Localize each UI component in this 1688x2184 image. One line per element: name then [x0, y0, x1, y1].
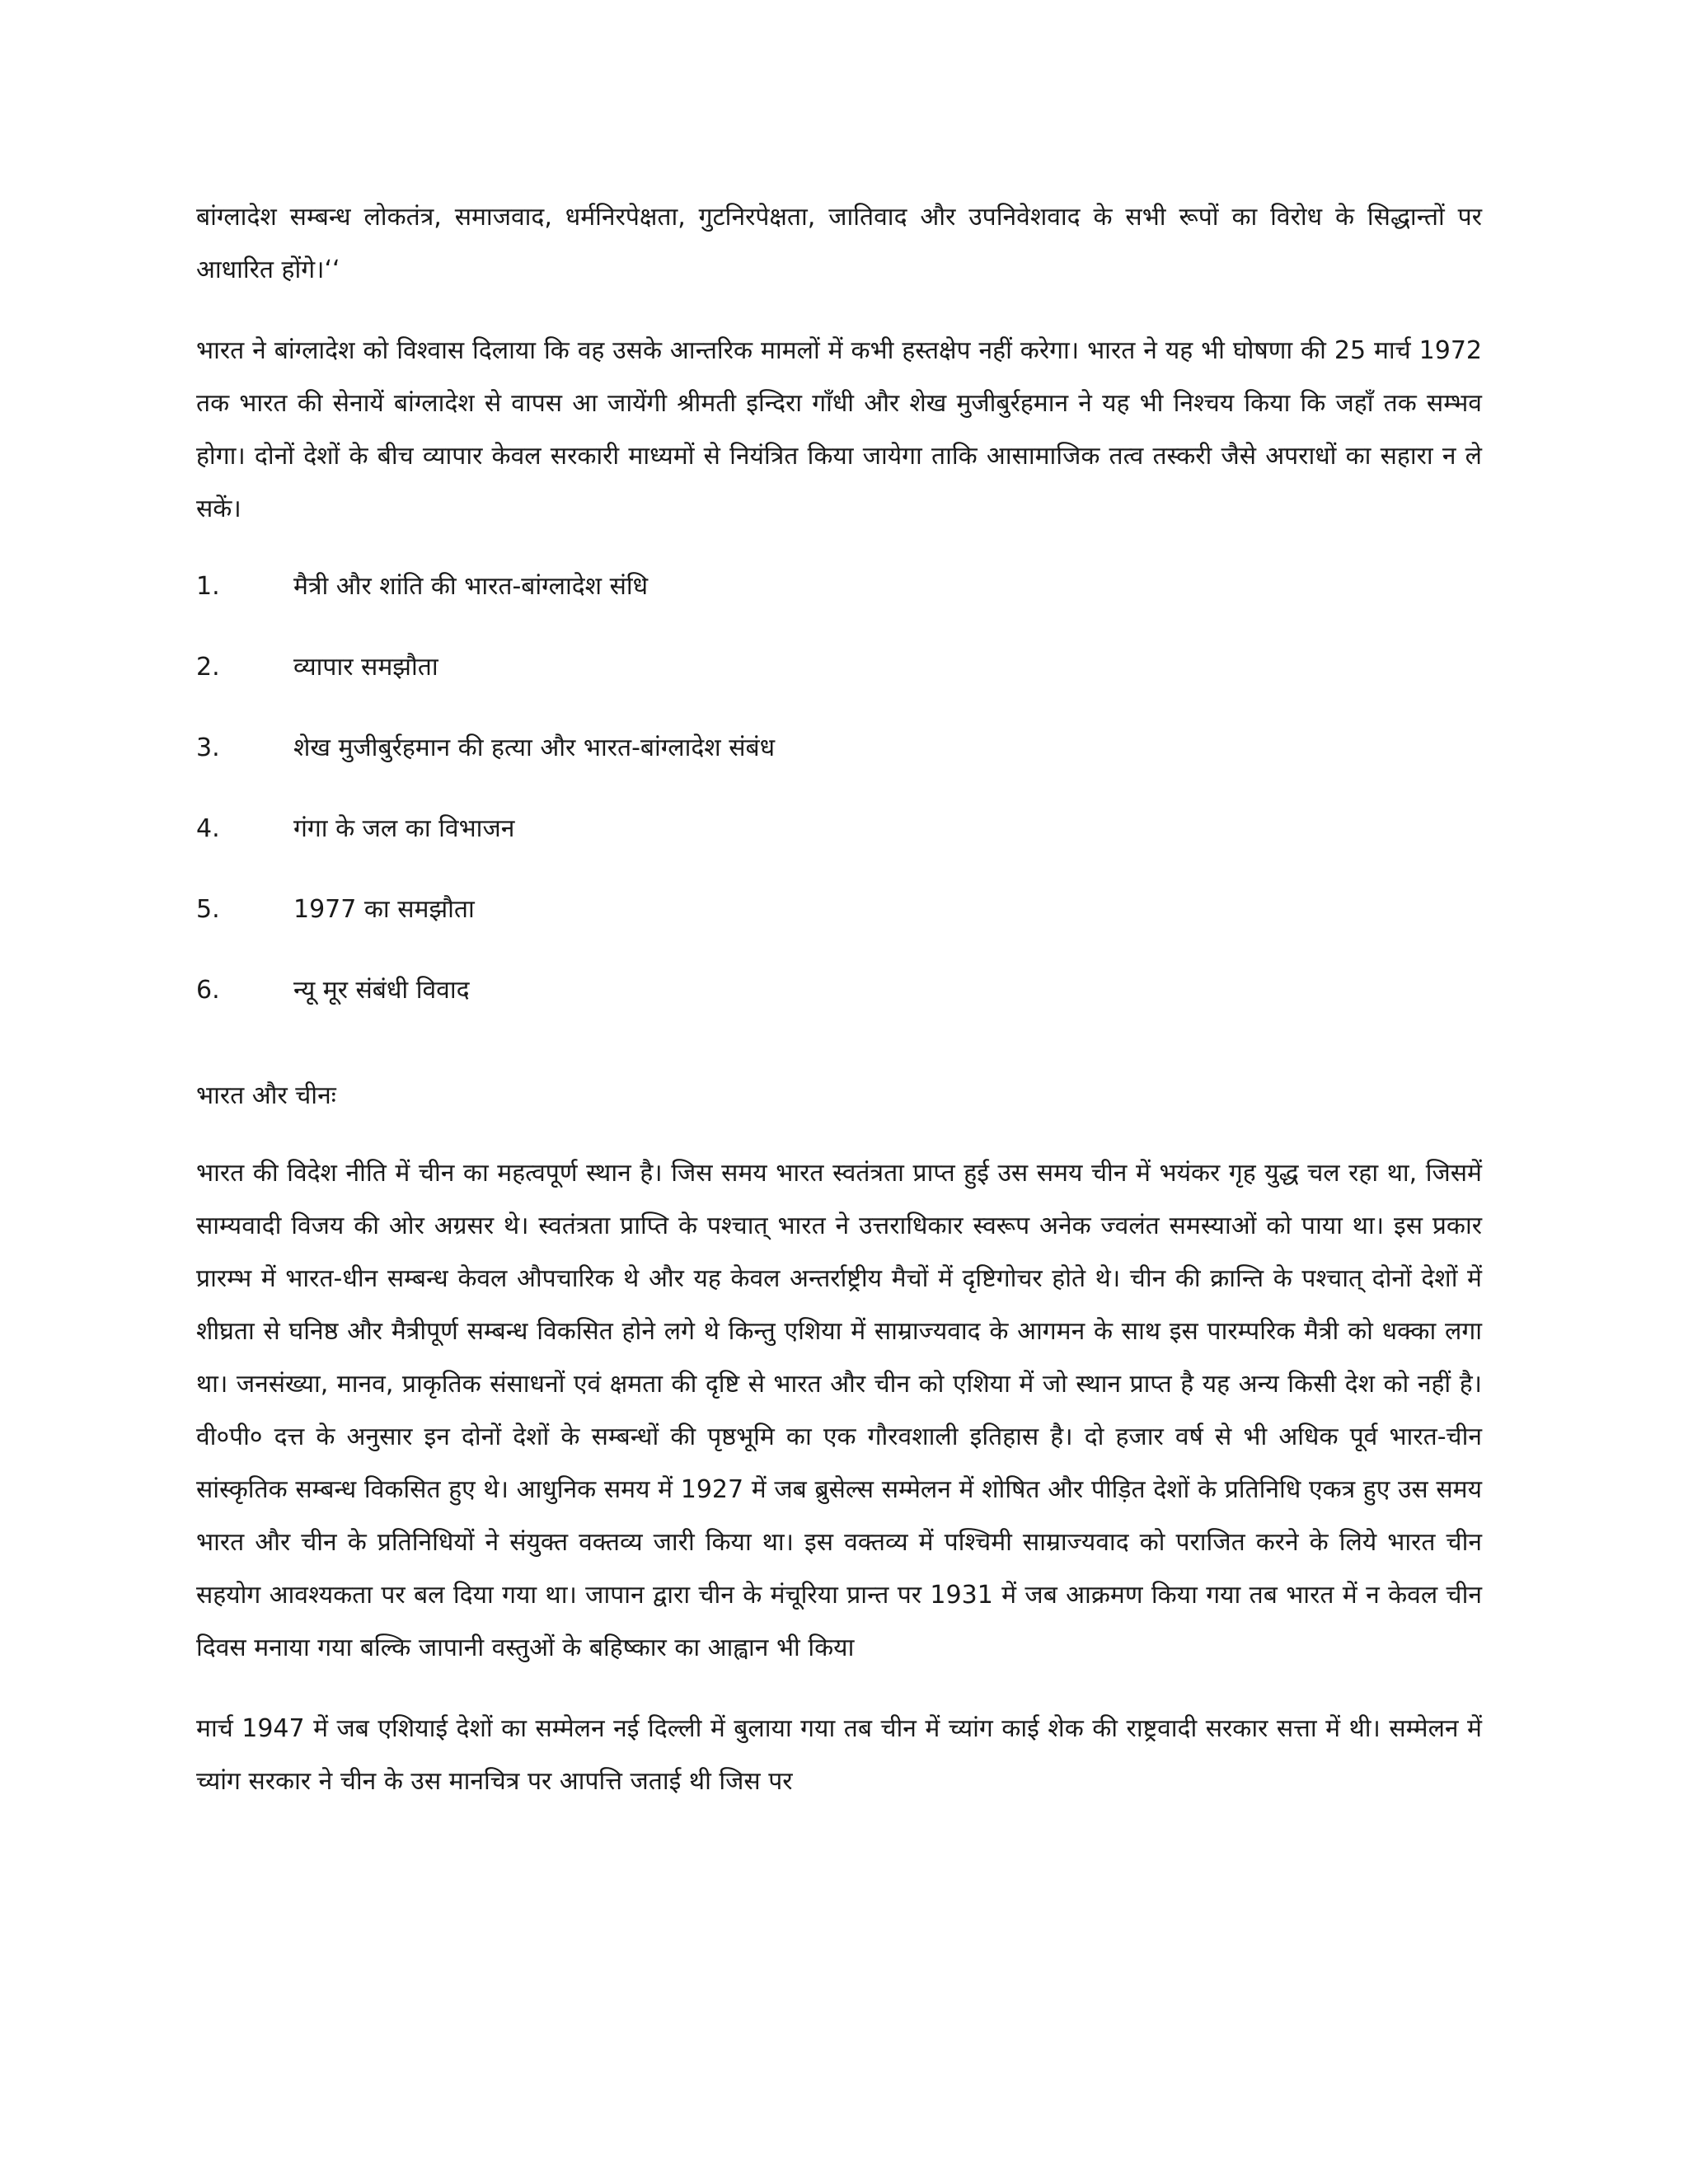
list-item-text: न्यू मूर संबंधी विवाद: [293, 976, 470, 1005]
document-page: [196, 191, 1482, 1836]
list-item-number: 2.: [196, 653, 220, 682]
list-item: [196, 803, 1482, 883]
list-item-text: गंगा के जल का विभाजन: [293, 814, 515, 843]
list-item: [196, 964, 1482, 1045]
list-item-number: 6.: [196, 976, 220, 1005]
section-heading-india-china: भारत और चीनः: [196, 1081, 336, 1110]
list-item-text: 1977 का समझौता: [293, 895, 475, 924]
list-item-number: 1.: [196, 572, 220, 601]
list-item-number: 3.: [196, 733, 220, 762]
list-item: [196, 560, 1482, 641]
paragraph-india-china-history: भारत की विदेश नीति में चीन का महत्वपूर्ण स्थान है। जिस समय भारत स्वतंत्रता प्राप्त हुई उस समय चीन में भयंकर गृह युद्ध चल रहा था, जिसमें साम्यवादी विजय की ओर अग्रसर थे। स्वतंत्रता प्राप्ति के पश्चात् भारत ने उत्तराधिकार स्वरूप अनेक ज्वलंत समस्याओं को पाया था। इस प्रकार प्रारम्भ में भारत-धीन सम्बन्ध केवल औपचारिक थे और यह केवल अन्तर्राष्ट्रीय मैचों में दृष्टिगोचर होते थे। चीन की क्रान्ति के पश्चात् दोनों देशों में शीघ्रता से घनिष्ठ और मैत्रीपूर्ण सम्बन्ध विकसित होने लगे थे किन्तु एशिया में साम्राज्यवाद के आगमन के साथ इस पारम्परिक मैत्री को धक्का लगा था। जनसंख्या, मानव, प्राकृतिक संसाधनों एवं क्षमता की दृष्टि से भारत और चीन को एशिया में जो स्थान प्राप्त है यह अन्य किसी देश को नहीं है। वी०पी० दत्त के अनुसार इन दोनों देशों के सम्बन्धों की पृष्ठभूमि का एक गौरवशाली इतिहास है। दो हजार वर्ष से भी अधिक पूर्व भारत-चीन सांस्कृतिक सम्बन्ध विकसित हुए थे। आधुनिक समय में 1927 में जब ब्रुसेल्स सम्मेलन में शोषित और पीड़ित देशों के प्रतिनिधि एकत्र हुए उस समय भारत और चीन के प्रतिनिधियों ने संयुक्त वक्तव्य जारी किया था। इस वक्तव्य में पश्चिमी साम्राज्यवाद को पराजित करने के लिये भारत चीन सहयोग आवश्यकता पर बल दिया गया था। जापान द्वारा चीन के मंचूरिया प्रान्त पर 1931 में जब आक्रमण किया गया तब भारत में न केवल चीन दिवस मनाया गया बल्कि जापानी वस्तुओं के बहिष्कार का आह्वान भी किया: [196, 1159, 1482, 1662]
list-item: [196, 883, 1482, 964]
list-item-number: 5.: [196, 895, 220, 924]
list-item: [196, 641, 1482, 722]
topic-list: [196, 560, 1482, 1045]
list-item-number: 4.: [196, 814, 220, 843]
paragraph-bangladesh-assurance: भारत ने बांग्लादेश को विश्वास दिलाया कि वह उसके आन्तरिक मामलों में कभी हस्तक्षेप नहीं करेगा। भारत ने यह भी घोषणा की 25 मार्च 1972 तक भारत की सेनायें बांग्लादेश से वापस आ जायेंगी श्रीमती इन्दिरा गाँधी और शेख मुजीबुर्रहमान ने यह भी निश्चय किया कि जहाँ तक सम्भव होगा। दोनों देशों के बीच व्यापार केवल सरकारी माध्यमों से नियंत्रित किया जायेगा ताकि आसामाजिक तत्व तस्करी जैसे अपराधों का सहारा न ले सकें।: [196, 336, 1482, 523]
list-item-text: व्यापार समझौता: [293, 653, 438, 682]
list-item-text: शेख मुजीबुर्रहमान की हत्या और भारत-बांग्लादेश संबंध: [293, 733, 776, 762]
paragraph-bangladesh-principles: बांग्लादेश सम्बन्ध लोकतंत्र, समाजवाद, धर्मनिरपेक्षता, गुटनिरपेक्षता, जातिवाद और उपनिवेशवाद के सभी रूपों का विरोध के सिद्धान्तों पर आधारित होंगे।‘‘: [196, 203, 1482, 284]
paragraph-asian-conference: मार्च 1947 में जब एशियाई देशों का सम्मेलन नई दिल्ली में बुलाया गया तब चीन में च्यांग काई शेक की राष्ट्रवादी सरकार सत्ता में थी। सम्मेलन में च्यांग सरकार ने चीन के उस मानचित्र पर आपत्ति जताई थी जिस पर: [196, 1714, 1482, 1796]
list-item: [196, 722, 1482, 803]
list-item-text: मैत्री और शांति की भारत-बांग्लादेश संधि: [293, 572, 649, 601]
